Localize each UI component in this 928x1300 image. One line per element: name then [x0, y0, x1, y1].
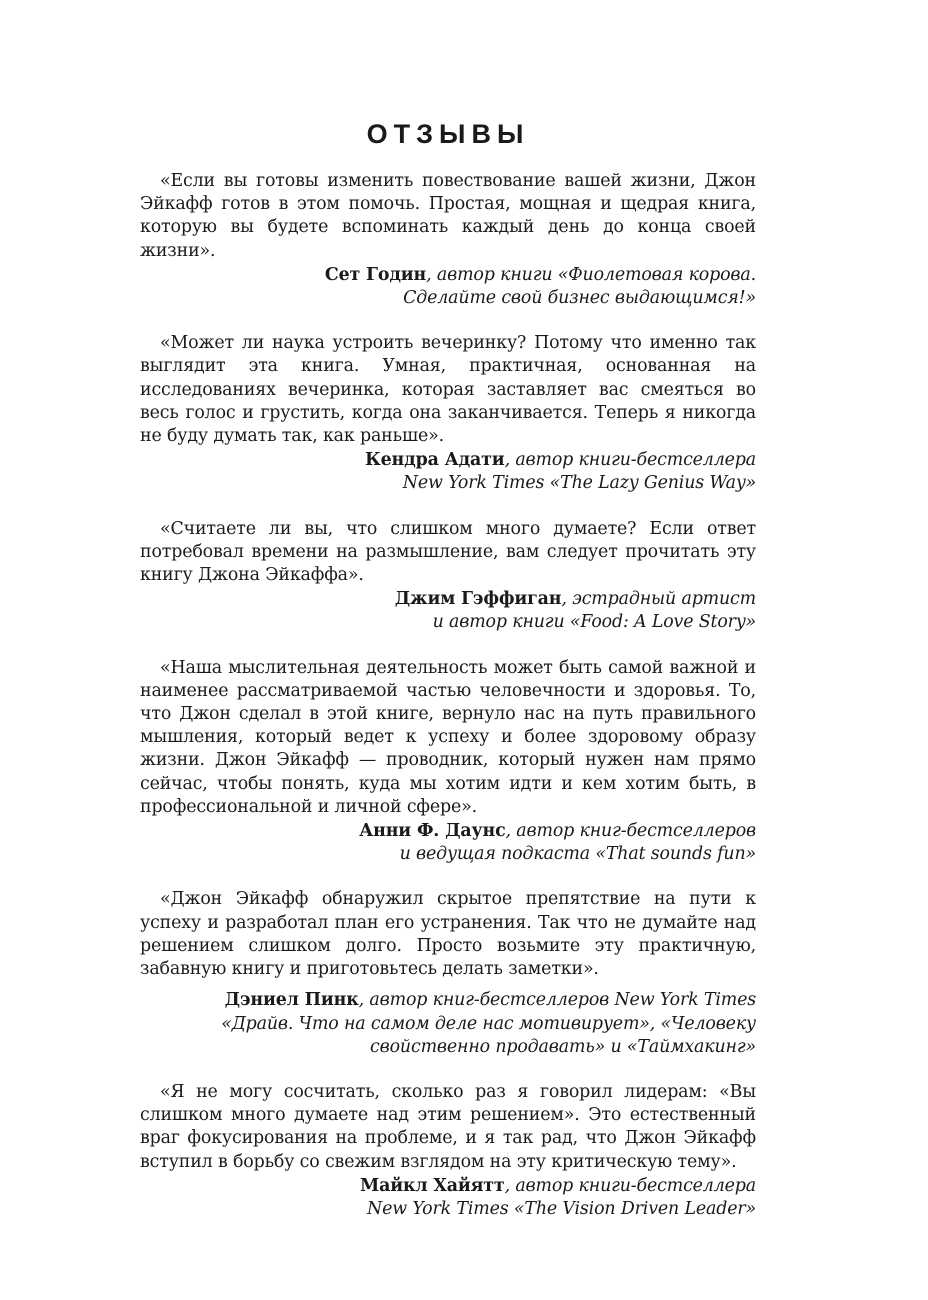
- review-item: [140, 1081, 756, 1221]
- review-author-desc: , автор книги-бестселлера: [504, 1175, 756, 1196]
- review-item: [140, 657, 756, 867]
- review-author: Кендра Адати: [364, 450, 505, 471]
- review-author: Сет Годин: [324, 264, 427, 285]
- review-attribution: [140, 1175, 756, 1221]
- page-title: ОТЗЫВЫ: [366, 119, 530, 149]
- attribution-line: [140, 449, 756, 472]
- review-attribution: [140, 264, 756, 310]
- review-author-desc: , эстрадный артист: [561, 589, 756, 610]
- reviews-list: [140, 170, 756, 1243]
- review-author: Анни Ф. Даунс: [359, 821, 506, 842]
- attribution-line: [140, 264, 756, 287]
- review-item: [140, 518, 756, 635]
- review-quote: «Наша мыслительная деятельность может быть самой важной и наименее рассматриваемой частью человечности и здоровья. То, что Джон сделал в этой книге, вернуло нас на путь правильного мышления, который ведет к успеху и более здоровому образу жизни. Джон Эйкафф — проводник, который нужен нам прямо сейчас, чтобы понять, куда мы хотим идти и кем хотим быть, в профессиональной и личной сфере».: [140, 657, 756, 817]
- review-quote: «Считаете ли вы, что слишком много думаете? Если ответ потребовал времени на размышление, вам следует прочитать эту книгу Джона Эйкаффа».: [140, 518, 756, 586]
- review-item: [140, 170, 756, 310]
- review-author: Джим Гэффиган: [394, 589, 562, 610]
- attribution-line: [140, 820, 756, 843]
- review-quote: «Может ли наука устроить вечеринку? Потому что именно так выглядит эта книга. Умная, практичная, основанная на исследованиях вечеринка, которая заставляет вас смеяться во весь голос и грустить, когда она заканчивается. Теперь я никогда не буду думать так, как раньше».: [140, 333, 756, 447]
- review-author-desc: , автор книг-бестселлеров: [505, 821, 756, 842]
- review-quote: «Я не могу сосчитать, сколько раз я говорил лидерам: «Вы слишком много думаете над этим решением». Это естественный враг фокусирования на проблеме, и я так рад, что Джон Эйкафф вступил в борьбу со свежим взглядом на эту критическую тему».: [140, 1081, 756, 1172]
- review-author-desc: , автор книг-бестселлеров New York Times: [358, 990, 756, 1011]
- attribution-line: [140, 989, 756, 1012]
- review-author-desc: и автор книги «Food: A Love Story»: [432, 612, 756, 633]
- review-attribution: [140, 820, 756, 866]
- review-author: Майкл Хайятт: [360, 1175, 505, 1196]
- review-author-desc: , автор книги «Фиолетовая корова.: [426, 264, 756, 285]
- review-author-desc: New York Times «The Vision Driven Leader»: [367, 1198, 756, 1219]
- review-author-desc: Сделайте свой бизнес выдающимся!»: [403, 288, 756, 309]
- review-attribution: [140, 989, 756, 1059]
- review-author-desc: и ведущая подкаста «That sounds fun»: [399, 844, 756, 865]
- attribution-line: [140, 1175, 756, 1198]
- attribution-line: [140, 588, 756, 611]
- review-author-desc: «Драйв. Что на самом деле нас мотивирует», «Человеку: [221, 1013, 756, 1034]
- review-item: [140, 888, 756, 1058]
- review-author: Дэниел Пинк: [224, 990, 359, 1011]
- review-attribution: [140, 588, 756, 634]
- review-quote: «Если вы готовы изменить повествование вашей жизни, Джон Эйкафф готов в этом помочь. Простая, мощная и щедрая книга, которую вы будете вспоминать каждый день до конца своей жизни».: [140, 171, 756, 261]
- review-attribution: [140, 449, 756, 495]
- review-author-desc: , автор книги-бестселлера: [504, 450, 756, 471]
- review-author-desc: New York Times «The Lazy Genius Way»: [402, 473, 756, 494]
- review-author-desc: свойственно продавать» и «Таймхакинг»: [370, 1036, 756, 1057]
- review-quote: «Джон Эйкафф обнаружил скрытое препятствие на пути к успеху и разработал план его устранения. Так что не думайте над решением слишком долго. Просто возьмите эту практичную, забавную книгу и приготовьтесь делать заметки».: [140, 889, 756, 980]
- review-item: [140, 332, 756, 495]
